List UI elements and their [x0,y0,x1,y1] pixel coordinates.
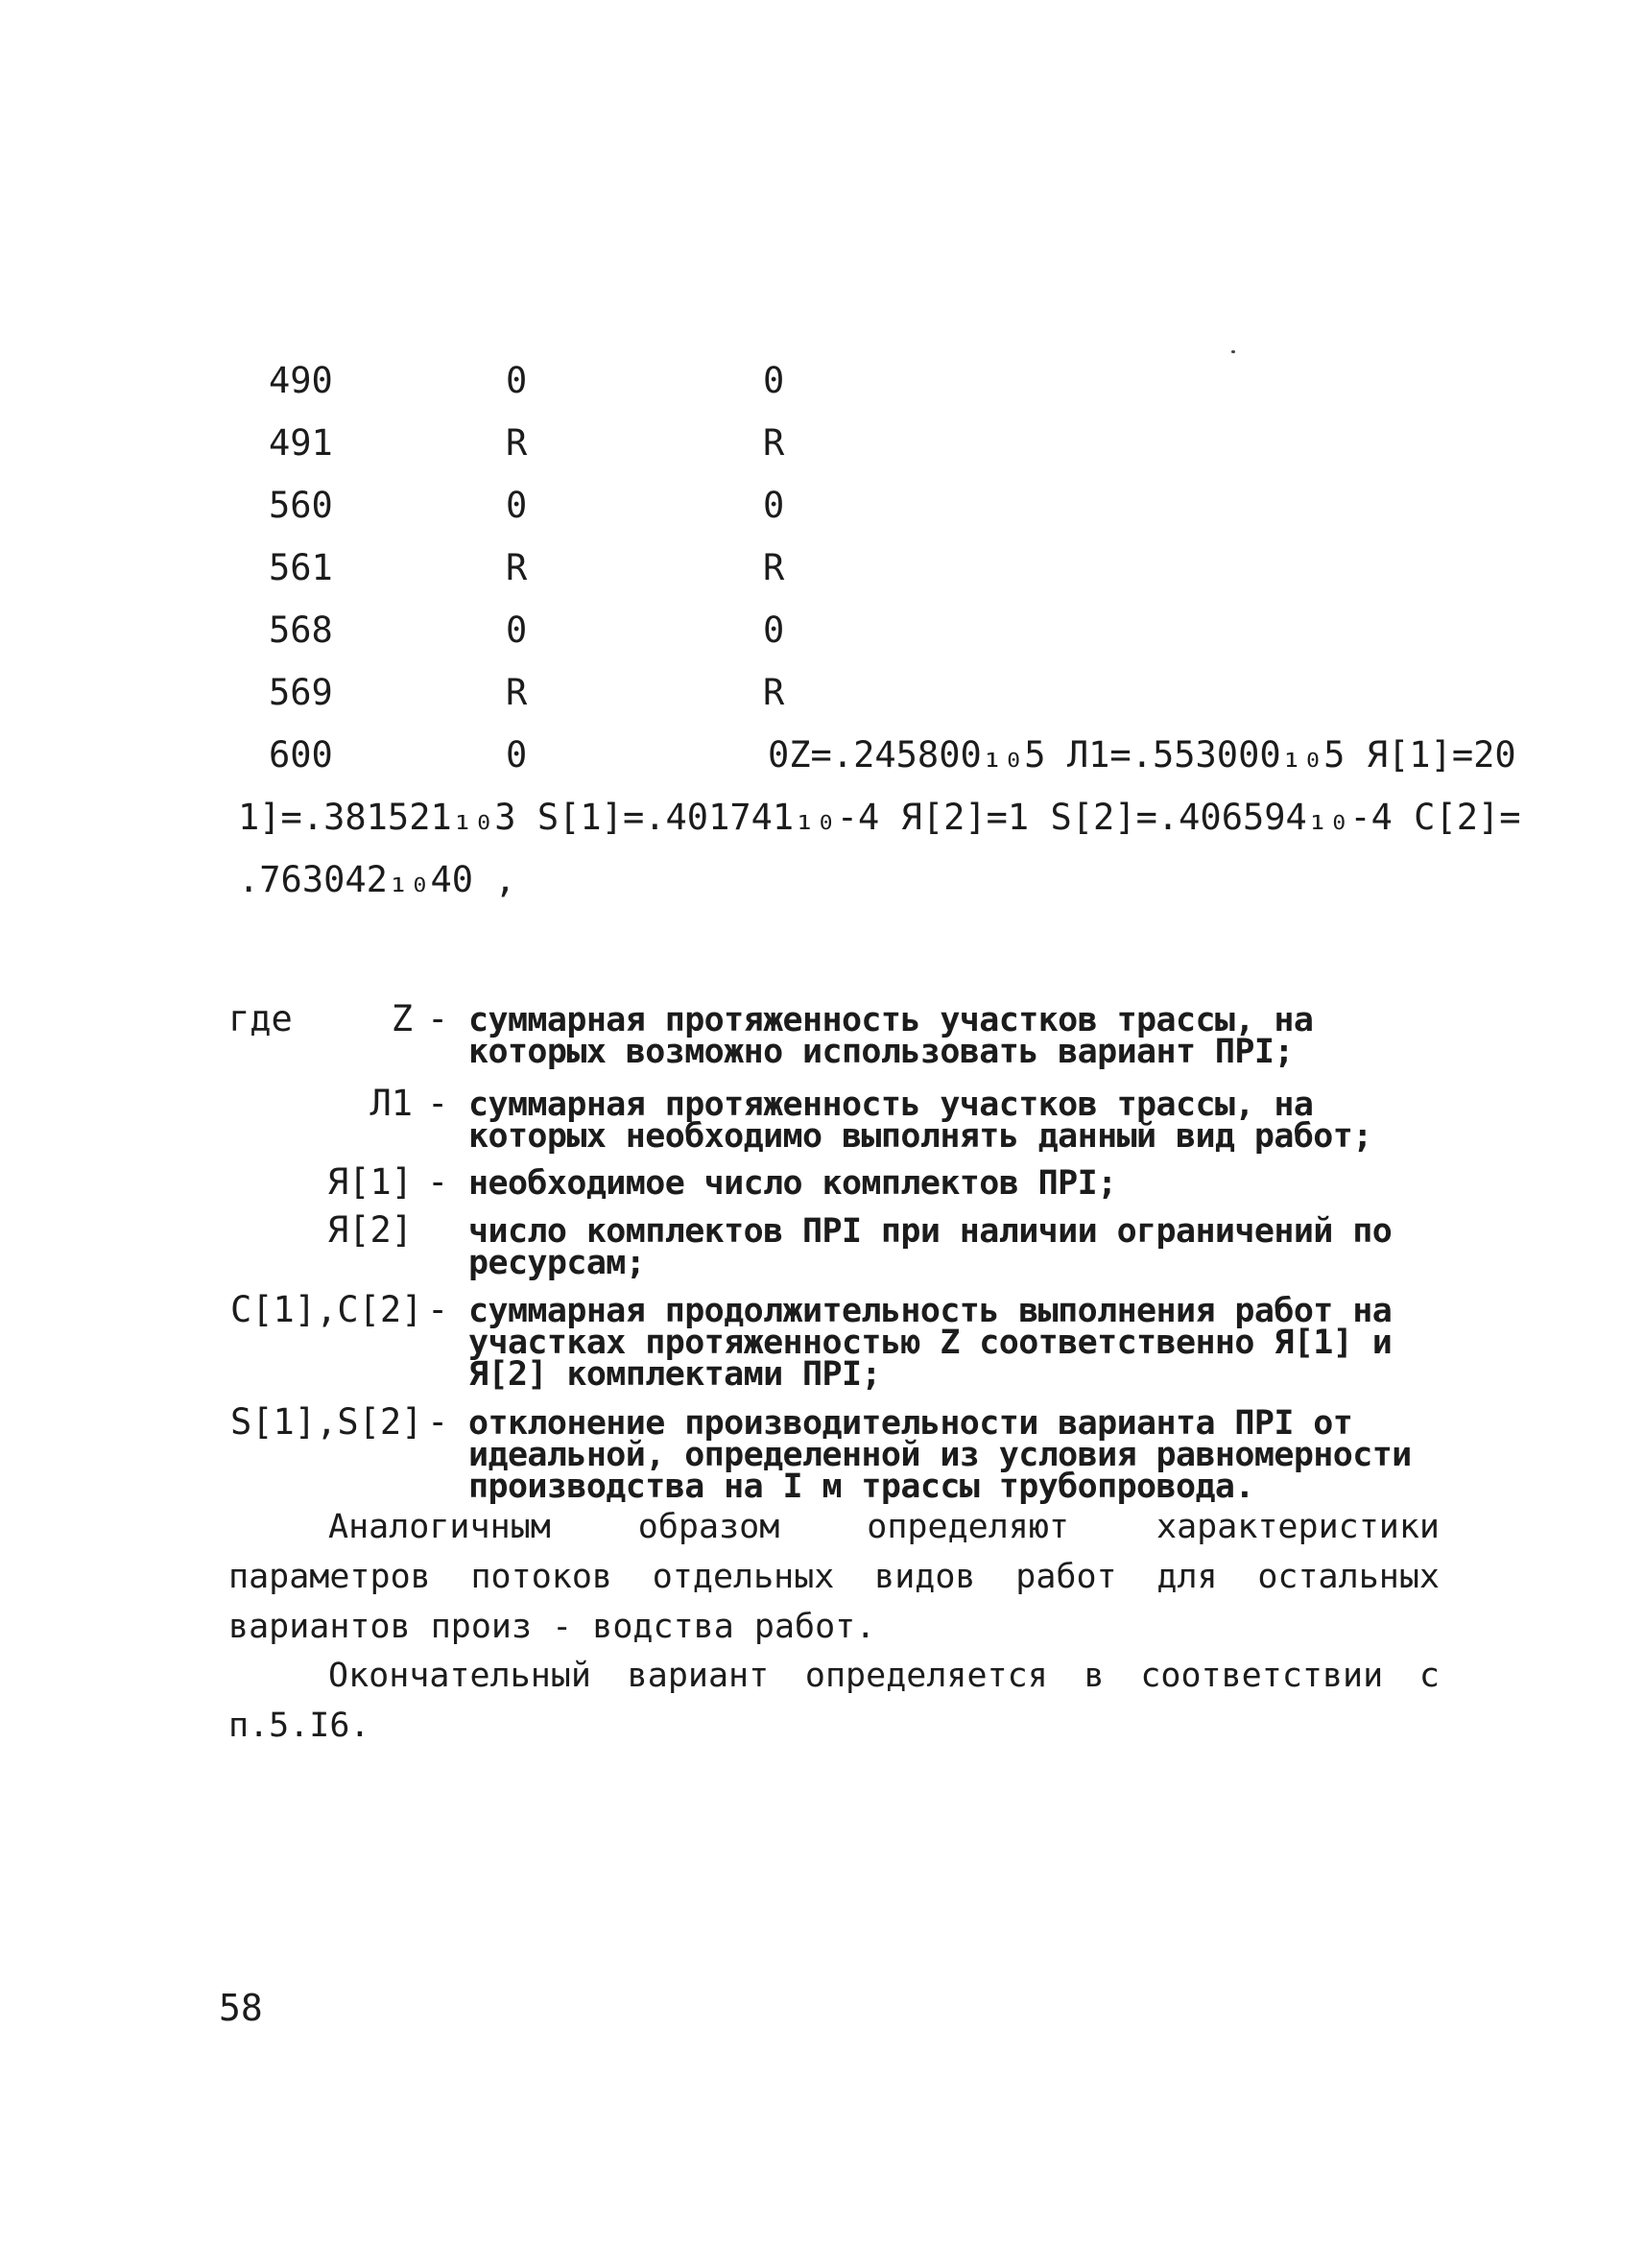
scan-speck [1231,350,1235,353]
legend-dash: - [427,1083,449,1124]
body-paragraph [228,1651,1440,1751]
result-continuation-line: 1]=.381521₁₀3 S[1]=.401741₁₀-4 Я[2]=1 S[2]=.406594₁₀-4 C[2]= [238,797,1521,838]
row-value-a: R [506,422,528,464]
legend-description: число комплектов ПРI при наличии ограничений по ресурсам; [468,1212,1393,1282]
legend-symbol: Я[2] [326,1209,413,1251]
table-row [0,422,1644,480]
row-value-b: R [763,547,785,588]
legend-symbol: Z [391,998,413,1039]
paragraph-text: Окончательный вариант определяется в соответствии с п.5.I6. [228,1657,1440,1745]
legend-description: суммарная протяженность участков трассы, на которых возможно использовать вариант ПРI; [468,1001,1314,1071]
row-code: 490 [269,360,333,401]
row-code: 560 [269,485,333,526]
table-row [0,485,1644,542]
row-value-b: R [763,672,785,713]
row-value-b: 0 [763,485,785,526]
row-value-b: 0 [763,360,785,401]
table-row [0,360,1644,418]
legend-dash: - [427,1289,449,1330]
result-continuation-line: .763042₁₀40 , [238,859,516,900]
row-code: 569 [269,672,333,713]
table-row [0,672,1644,729]
legend-dash: - [427,998,449,1039]
row-value-a: 0 [506,485,528,526]
row-value-b: 0 [763,609,785,651]
row-value-a: 0 [506,609,528,651]
page-number: 58 [219,1987,263,2029]
legend-dash: - [427,1401,449,1443]
row-value-a: R [506,672,528,713]
row-code: 568 [269,609,333,651]
legend-symbol: Л1 [369,1083,413,1124]
row-code: 491 [269,422,333,464]
legend-description: суммарная продолжительность выполнения работ на участках протяженностью Z соответственно Я[1] и Я[2] комплектами ПРI; [468,1292,1393,1394]
legend-description: суммарная протяженность участков трассы, на которых необходимо выполнять данный вид работ; [468,1086,1372,1156]
table-row [0,547,1644,605]
row-value-b: R [763,422,785,464]
legend-description: необходимое число комплектов ПРI; [468,1164,1117,1203]
table-row [0,734,1644,792]
legend-symbol: С[1],С[2] [230,1289,423,1330]
body-paragraph [228,1502,1440,1652]
legend-symbol: Я[1] [326,1161,413,1203]
row-code: 600 [269,734,333,776]
legend-description: отклонение производительности варианта ПРI от идеальной, определенной из условия равномерности производства на I м трассы трубопровода. [468,1404,1412,1506]
legend-symbol: S[1],S[2] [230,1401,423,1443]
row-value-a: 0 [506,734,528,776]
table-row [0,609,1644,667]
row-value-a: R [506,547,528,588]
legend-where-label: где [228,998,293,1039]
row-value-a: 0 [506,360,528,401]
row-result-values: 0Z=.245800₁₀5 Л1=.553000₁₀5 Я[1]=20 [768,734,1516,776]
legend-dash: - [427,1161,449,1203]
row-code: 561 [269,547,333,588]
paragraph-text: Аналогичным образом определяют характеристики параметров потоков отдельных видов работ для остальных вариантов произ - водства работ. [228,1508,1440,1646]
